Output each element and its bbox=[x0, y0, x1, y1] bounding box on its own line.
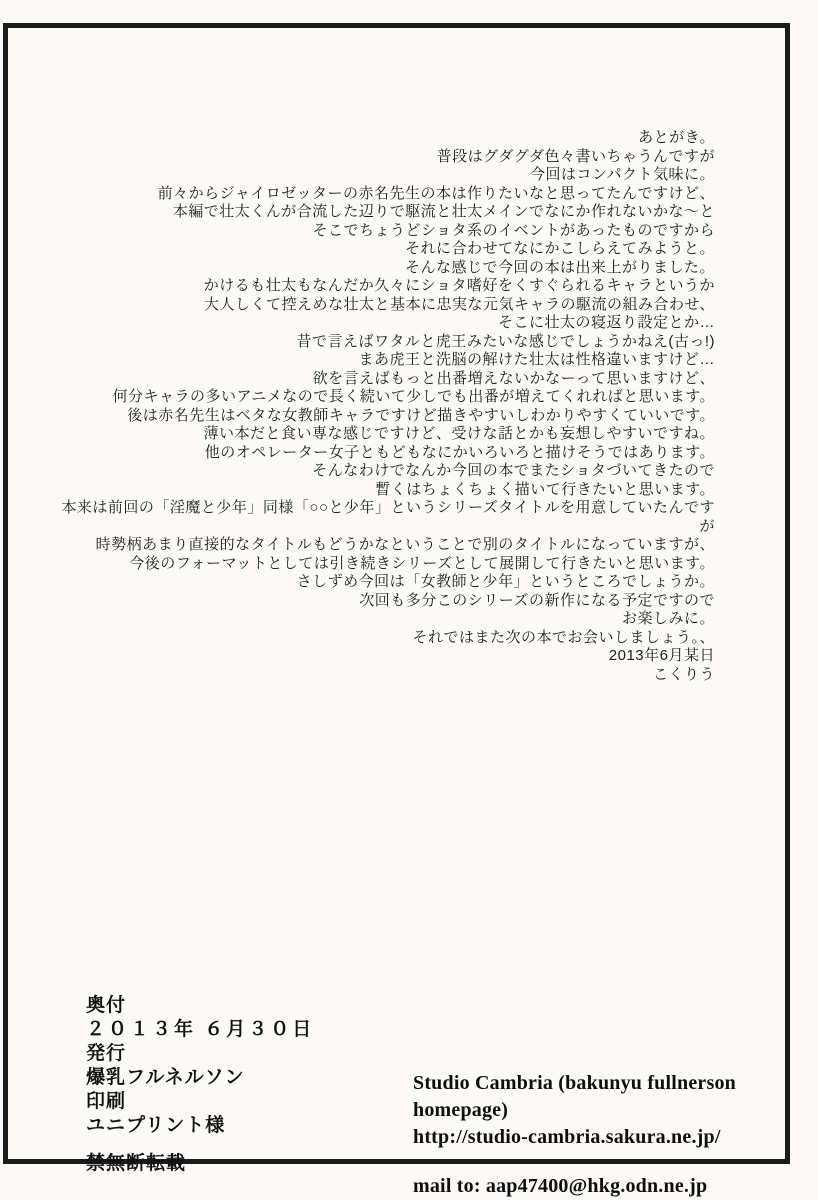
colophon-section bbox=[86, 994, 314, 1176]
afterword-paragraph-characters: 前々からジャイロゼッターの赤名先生の本は作りたいなと思ってたんですけど、 本編で壮太くんが合流した辺りで駆流と壮太メインでなにか作れないかな〜と そこでちょうどショタ系のイベントがあったものですから それに合わせてなにかこしらえてみようと。 そんな感じで今回の本は出来上がりました。 かけるも壮太もなんだか久々にショタ嗜好をくすぐられるキャラというか 大人しくて控えめな壮太と基本に忠実な元気キャラの駆流の組み合わせ、 そこに壮太の寝返り設定とか… 昔で言えばワタルと虎王みたいな感じでしょうかねえ(古っ!) まあ虎王と洗脳の解けた壮太は性格違いますけど… 欲を言えばもっと出番増えないかなーって思いますけど、 何分キャラの多いアニメなので長く続いて少しでも出番が増えてくれればと思います。 bbox=[112, 184, 715, 405]
afterword-paragraph-intro: 普段はグダグダ色々書いちゃうんですが 今回はコンパクト気味に。 bbox=[436, 147, 715, 183]
colophon-heading: 奥付 bbox=[86, 995, 127, 1016]
page-border-frame bbox=[3, 23, 790, 1197]
reprint-prohibition-notice: 禁無断転載 bbox=[86, 1153, 187, 1174]
studio-name-line: Studio Cambria (bakunyu fullnerson homepage) bbox=[413, 1072, 737, 1121]
closing-line: それではまた次の本でお会いしましょう。、 bbox=[412, 628, 715, 646]
afterword-paragraph-series: そんなわけでなんか今回の本でまたショタづいてきたので 暫くはちょくちょく描いて行きたいと思います。 本来は前回の「淫魔と少年」同様「○○と少年」というシリーズタイトルを用意していたんですが 時勢柄あまり直接的なタイトルもどうかなということで別のタイトルになっていますが、 今後のフォーマットとしては引き続きシリーズとして展開して行きたいと思います。 さしずめ今回は「女教師と少年」というところでしょうか。 次回も多分このシリーズの新作になる予定ですので お楽しみに。 bbox=[61, 462, 715, 627]
afterword-date: 2013年6月某日 bbox=[608, 647, 715, 664]
printer-label: 印刷 bbox=[86, 1091, 127, 1112]
printer-name: ユニプリント様 bbox=[86, 1115, 226, 1136]
publisher-label: 発行 bbox=[86, 1043, 127, 1064]
homepage-url: http://studio-cambria.sakura.ne.jp/ bbox=[413, 1126, 721, 1148]
colophon-publish-date: ２０１３年 ６月３０日 bbox=[86, 1019, 315, 1040]
afterword-paragraph-teacher: 後は赤名先生はベタな女教師キャラですけど描きやすいしわかりやすくていいです。 薄い本だと食い専な感じですけど、受けな話とかも妄想しやすいですね。 他のオペレーター女子ともどもなにかいろいろと描けそうではあります。 bbox=[127, 406, 715, 461]
publisher-name: 爆乳フルネルソン bbox=[86, 1067, 245, 1088]
author-signature: こくりう bbox=[652, 665, 715, 683]
contact-email-line: mail to: aap47400@hkg.odn.ne.jp bbox=[413, 1175, 708, 1197]
contact-section bbox=[413, 1070, 785, 1200]
afterword-title: あとがき。 bbox=[638, 129, 715, 146]
afterword-section bbox=[58, 129, 715, 684]
